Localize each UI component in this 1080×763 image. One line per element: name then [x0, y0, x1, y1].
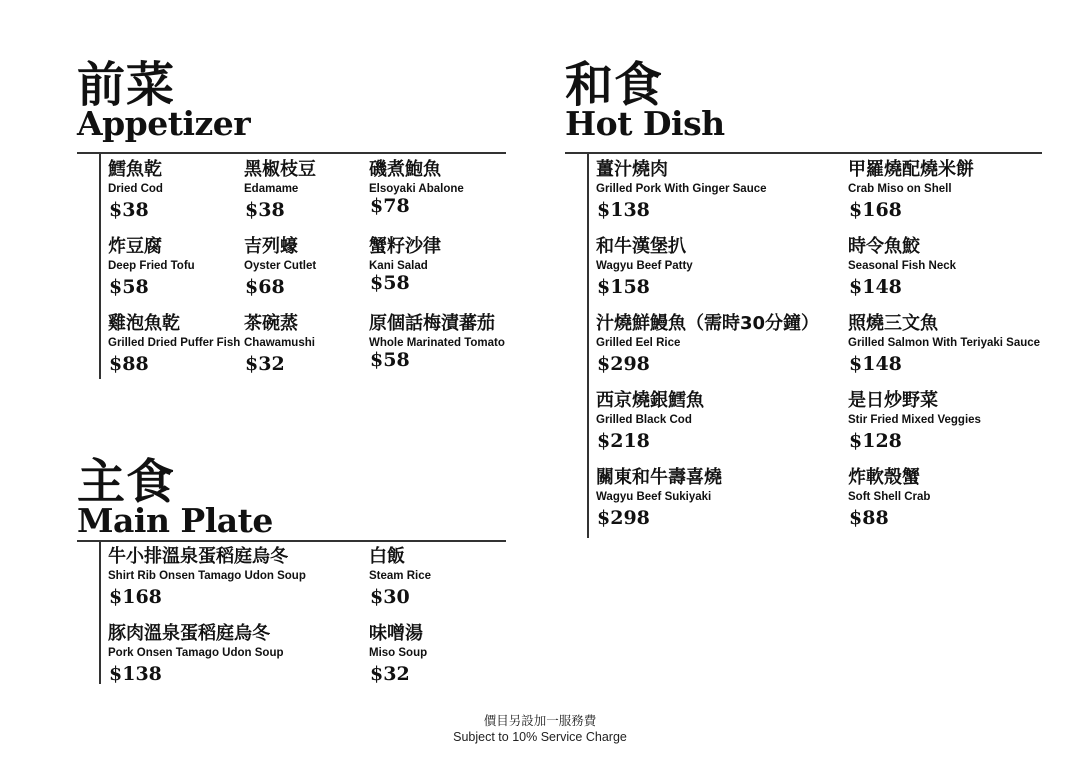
hot-dish-title-zh: 和食 [565, 57, 664, 113]
appetizer-title-en: Appetizer [77, 104, 251, 143]
item-price: $88 [849, 507, 889, 529]
menu-item-soft-shell-crab [848, 468, 930, 529]
item-name-zh: 原個話梅漬蕃茄 [369, 313, 495, 334]
main-plate-side-rule [99, 541, 101, 684]
item-price: $218 [597, 430, 650, 452]
item-name-en: Chawamushi [244, 337, 315, 349]
menu-item-oyster-cutlet [244, 237, 316, 298]
item-name-en: Kani Salad [369, 260, 428, 272]
menu-item-black-cod [596, 391, 704, 452]
menu-item-short-rib-udon [108, 547, 306, 608]
item-name-en: Soft Shell Crab [848, 491, 931, 503]
menu-item-marinated-tomato [369, 314, 505, 371]
item-name-en: Miso Soup [369, 647, 428, 659]
item-name-en: Elsoyaki Abalone [369, 183, 464, 195]
menu-item-crab-miso [848, 160, 974, 221]
item-price: $148 [849, 353, 902, 375]
item-name-en: Deep Fried Tofu [108, 260, 195, 272]
item-price: $32 [245, 353, 285, 375]
item-name-zh: 白飯 [369, 546, 405, 567]
item-name-en: Stir Fried Mixed Veggies [848, 414, 981, 426]
item-name-en: Steam Rice [369, 570, 432, 582]
item-price: $30 [370, 586, 410, 608]
item-name-zh: 豚肉溫泉蛋稻庭烏冬 [108, 623, 270, 644]
menu-item-eel-rice [596, 314, 819, 375]
item-price: $38 [245, 199, 285, 221]
item-name-zh: 是日炒野菜 [848, 390, 938, 411]
menu-item-puffer-fish [108, 314, 240, 375]
menu-item-teriyaki-salmon [848, 314, 1040, 375]
item-name-zh: 西京燒銀鱈魚 [596, 390, 704, 411]
menu-item-deep-fried-tofu [108, 237, 195, 298]
item-price: $168 [109, 586, 162, 608]
item-price: $58 [370, 272, 410, 294]
menu-item-wagyu-patty [596, 237, 693, 298]
appetizer-divider [77, 152, 506, 154]
item-name-en: Wagyu Beef Patty [596, 260, 693, 272]
item-price: $88 [109, 353, 149, 375]
item-price: $78 [370, 195, 410, 217]
item-name-zh: 吉列蠔 [244, 236, 298, 257]
item-price: $32 [370, 663, 410, 685]
item-name-zh: 鱈魚乾 [108, 159, 162, 180]
menu-item-mixed-veggies [848, 391, 981, 452]
menu-item-pork-udon [108, 624, 284, 685]
hot-dish-side-rule [587, 153, 589, 538]
item-name-en: Pork Onsen Tamago Udon Soup [108, 647, 284, 659]
menu-item-abalone [369, 160, 464, 217]
main-plate-title-en: Main Plate [77, 501, 273, 540]
item-name-en: Grilled Eel Rice [596, 337, 681, 349]
menu-item-ginger-pork [596, 160, 767, 221]
menu-item-sukiyaki [596, 468, 722, 529]
item-name-zh: 和牛漢堡扒 [596, 236, 686, 257]
item-name-zh: 黑椒枝豆 [244, 159, 316, 180]
item-name-zh: 炸豆腐 [108, 236, 162, 257]
item-price: $68 [245, 276, 285, 298]
item-name-en: Grilled Dried Puffer Fish [108, 337, 241, 349]
item-name-en: Crab Miso on Shell [848, 183, 952, 195]
menu-item-kani-salad [369, 237, 441, 294]
item-name-zh: 蟹籽沙律 [369, 236, 441, 257]
item-price: $138 [109, 663, 162, 685]
item-price: $298 [597, 507, 650, 529]
menu-item-fish-neck [848, 237, 956, 298]
item-name-zh: 照燒三文魚 [848, 313, 938, 334]
item-name-en: Dried Cod [108, 183, 163, 195]
item-name-en: Grilled Salmon With Teriyaki Sauce [848, 337, 1041, 349]
menu-item-dried-cod [108, 160, 163, 221]
item-name-zh: 薑汁燒肉 [596, 159, 668, 180]
item-name-zh: 茶碗蒸 [244, 313, 298, 334]
item-name-en: Grilled Black Cod [596, 414, 692, 426]
item-name-en: Whole Marinated Tomato [369, 337, 505, 349]
item-name-zh: 炸軟殼蟹 [848, 467, 920, 488]
item-name-en: Oyster Cutlet [244, 260, 317, 272]
item-name-en: Edamame [244, 183, 299, 195]
item-price: $158 [597, 276, 650, 298]
hot-dish-divider [565, 152, 1042, 154]
menu-item-edamame [244, 160, 316, 221]
item-name-zh: 汁燒鮮鰻魚（需時30分鐘） [596, 313, 820, 334]
item-price: $168 [849, 199, 902, 221]
main-plate-divider [77, 540, 506, 542]
item-name-zh: 磯煮鮑魚 [369, 159, 441, 180]
appetizer-side-rule [99, 153, 101, 379]
item-price: $138 [597, 199, 650, 221]
appetizer-title-zh: 前菜 [77, 57, 176, 113]
menu-item-chawamushi [244, 314, 315, 375]
menu-item-steam-rice [369, 547, 431, 608]
item-price: $38 [109, 199, 149, 221]
item-name-zh: 味噌湯 [369, 623, 423, 644]
menu-item-miso-soup [369, 624, 427, 685]
item-name-zh: 關東和牛壽喜燒 [596, 467, 722, 488]
hot-dish-title-en: Hot Dish [565, 104, 725, 143]
item-name-en: Shirt Rib Onsen Tamago Udon Soup [108, 570, 306, 582]
item-price: $298 [597, 353, 650, 375]
service-charge-note-zh: 價目另設加一服務費 [483, 714, 597, 728]
item-price: $148 [849, 276, 902, 298]
item-price: $58 [109, 276, 149, 298]
item-price: $128 [849, 430, 902, 452]
item-name-zh: 甲羅燒配燒米餅 [848, 159, 974, 180]
item-name-zh: 時令魚鮫 [848, 236, 920, 257]
item-name-en: Seasonal Fish Neck [848, 260, 957, 272]
item-name-en: Grilled Pork With Ginger Sauce [596, 183, 767, 195]
item-name-en: Wagyu Beef Sukiyaki [596, 491, 712, 503]
service-charge-note-en: Subject to 10% Service Charge [453, 730, 627, 744]
item-name-zh: 雞泡魚乾 [108, 313, 180, 334]
item-name-zh: 牛小排溫泉蛋稻庭烏冬 [108, 546, 288, 567]
item-price: $58 [370, 349, 410, 371]
main-plate-title-zh: 主食 [77, 454, 176, 510]
